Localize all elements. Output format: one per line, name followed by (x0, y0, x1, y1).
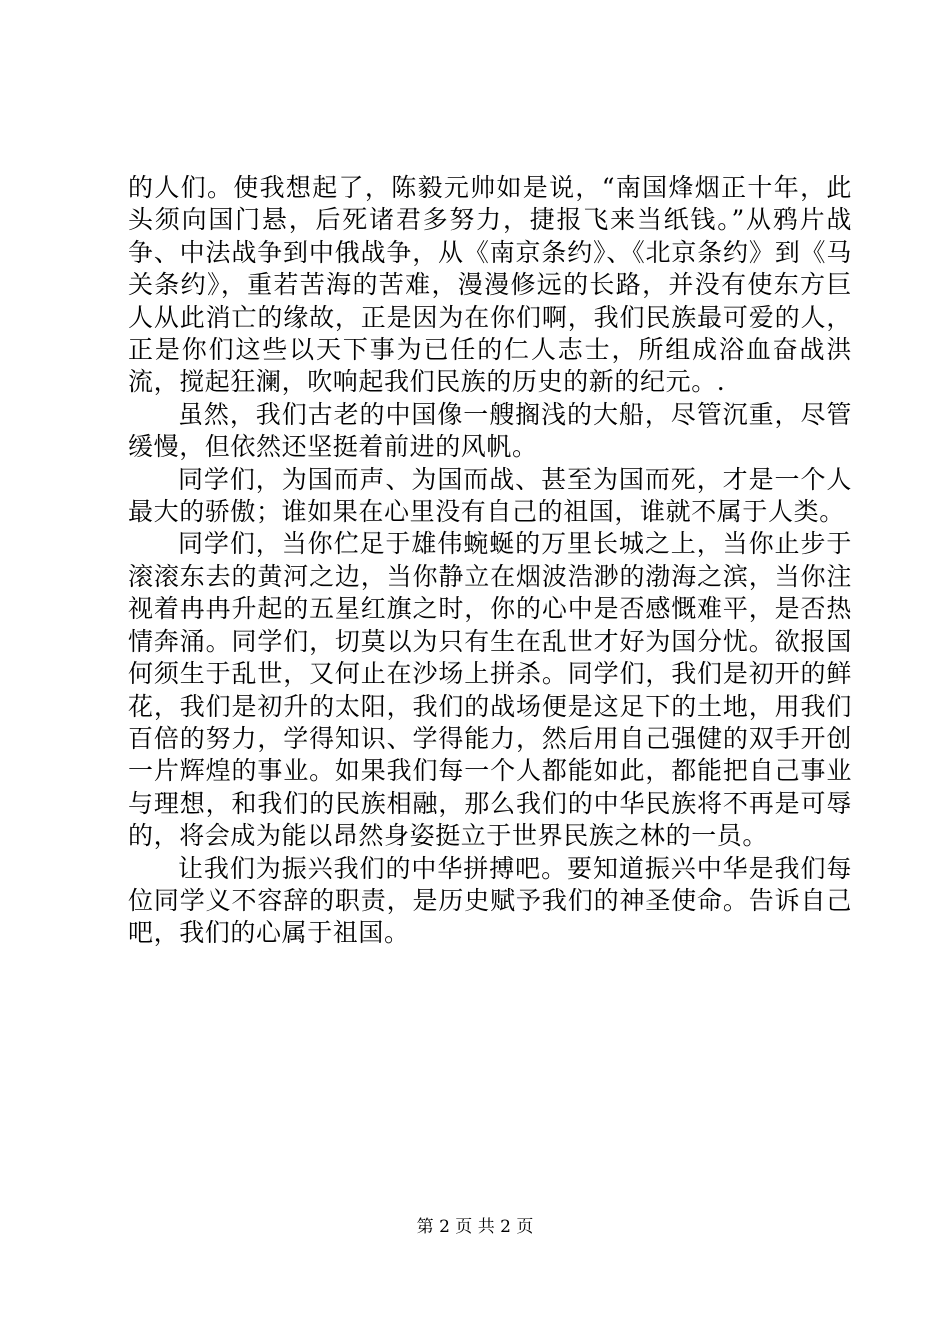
paragraph-continuation: 的人们。使我想起了，陈毅元帅如是说，“南国烽烟正十年，此头须向国门悬，后死诸君多努力，捷报飞来当纸钱。”从鸦片战争、中法战争到中俄战争，从《南京条约》、《北京条约》到《马关条约》，重若苦海的苦难，漫漫修远的长路，并没有使东方巨人从此消亡的缘故，正是因为在你们啊，我们民族最可爱的人，正是你们这些以天下事为已任的仁人志士，所组成浴血奋战洪流，搅起狂澜，吹响起我们民族的历史的新的纪元。. (128, 173, 852, 397)
paragraph: 让我们为振兴我们的中华拼搏吧。要知道振兴中华是我们每位同学义不容辞的职责，是历史赋予我们的神圣使命。告诉自己吧，我们的心属于祖国。 (128, 853, 852, 948)
paragraph: 虽然，我们古老的中国像一艘搁浅的大船，尽管沉重，尽管缓慢，但依然还坚挺着前进的风帆。 (128, 399, 852, 462)
document-body (128, 172, 852, 950)
paragraph: 同学们，当你伫足于雄伟蜿蜒的万里长城之上，当你止步于滚滚东去的黄河之边，当你静立在烟波浩渺的渤海之滨，当你注视着冉冉升起的五星红旗之时，你的心中是否感慨难平，是否热情奔涌。同学们，切莫以为只有生在乱世才好为国分忧。欲报国何须生于乱世，又何止在沙场上拼杀。同学们，我们是初开的鲜花，我们是初升的太阳，我们的战场便是这足下的土地，用我们百倍的努力，学得知识、学得能力，然后用自己强健的双手开创一片辉煌的事业。如果我们每一个人都能如此，都能把自己事业与理想，和我们的民族相融，那么我们的中华民族将不再是可辱的，将会成为能以昂然身姿挺立于世界民族之林的一员。 (128, 529, 852, 851)
paragraph: 同学们，为国而声、为国而战、甚至为国而死，才是一个人最大的骄傲；谁如果在心里没有自己的祖国，谁就不属于人类。 (128, 464, 852, 527)
page-number-footer: 第 2 页 共 2 页 (416, 1217, 534, 1237)
